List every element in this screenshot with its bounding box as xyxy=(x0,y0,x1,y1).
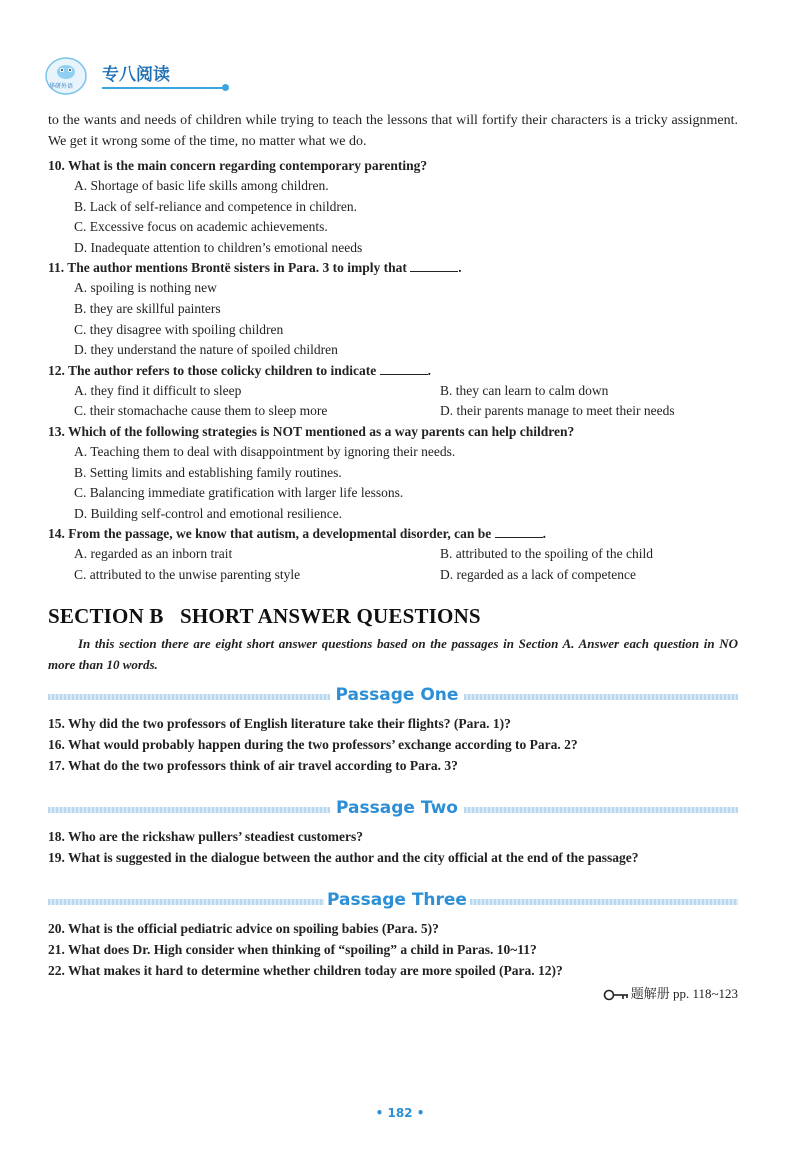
option: C. Excessive focus on academic achievements. xyxy=(74,219,328,235)
bar-left xyxy=(48,899,324,905)
option: C. their stomachache cause them to sleep more xyxy=(74,403,328,419)
passage-one-header xyxy=(48,685,738,709)
option: D. Inadequate attention to children’s emotional needs xyxy=(74,239,363,255)
page-content xyxy=(48,110,738,1002)
option: B. they are skillful painters xyxy=(74,300,221,316)
question-block xyxy=(48,361,738,422)
option: A. Teaching them to deal with disappointment by ignoring their needs. xyxy=(74,443,456,459)
option: A. regarded as an inborn trait xyxy=(74,546,233,562)
passage-label: Passage Two xyxy=(336,797,458,818)
passage-three-header xyxy=(48,890,738,914)
option: D. regarded as a lack of competence xyxy=(440,566,637,582)
question-21: 21. What does Dr. High consider when thinking of “spoiling” a child in Paras. 10~11? xyxy=(48,941,537,957)
section-b-instructions: In this section there are eight short answer questions based on the passages in Section A. Answer each question in NO more than 10 words. xyxy=(48,635,738,672)
question-18: 18. Who are the rickshaw pullers’ steadiest customers? xyxy=(48,828,363,844)
options-list xyxy=(48,176,738,258)
bar-left xyxy=(48,807,330,813)
section-b-title: SECTION B SHORT ANSWER QUESTIONS xyxy=(48,603,481,628)
passage-two-header xyxy=(48,798,738,822)
option: A. spoiling is nothing new xyxy=(74,280,217,296)
option: B. attributed to the spoiling of the child xyxy=(440,546,653,562)
options-list xyxy=(48,544,738,585)
options-list xyxy=(48,442,738,524)
answer-reference xyxy=(48,983,738,1002)
option: D. their parents manage to meet their needs xyxy=(440,403,675,419)
option: B. Lack of self-reliance and competence in children. xyxy=(74,198,357,214)
header-dot xyxy=(222,84,229,91)
answer-blank xyxy=(495,524,543,538)
option: B. they can learn to calm down xyxy=(440,382,609,398)
question-block xyxy=(48,524,738,585)
question-16: 16. What would probably happen during the two professors’ exchange according to Para. 2? xyxy=(48,736,578,752)
question-13: 13. Which of the following strategies is NOT mentioned as a way parents can help children? xyxy=(48,423,575,439)
page-number: • 182 • xyxy=(375,1106,425,1120)
page-header xyxy=(44,54,344,98)
bar-right xyxy=(464,807,738,813)
question-block xyxy=(48,258,738,360)
logo-text: 华研外语 xyxy=(49,83,74,90)
intro-paragraph: to the wants and needs of children while trying to teach the lessons that will fortify their characters is a tricky assignment. We get it wrong some of the time, no matter what we do. xyxy=(48,113,738,149)
option: C. they disagree with spoiling children xyxy=(74,321,284,337)
bar-right xyxy=(464,694,738,700)
question-text: 12. The author refers to those colicky children to indicate xyxy=(48,362,377,378)
question-22: 22. What makes it hard to determine whether children today are more spoiled (Para. 12)? xyxy=(48,962,563,978)
options-list xyxy=(48,278,738,360)
answer-reference-text: 题解册 pp. 118~123 xyxy=(630,985,738,1001)
answer-blank xyxy=(410,258,458,272)
passage-label: Passage One xyxy=(335,684,459,705)
option: D. Building self-control and emotional resilience. xyxy=(74,505,343,521)
key-icon xyxy=(603,989,629,1001)
question-17: 17. What do the two professors think of air travel according to Para. 3? xyxy=(48,757,458,773)
question-block xyxy=(48,156,738,258)
question-text: 11. The author mentions Brontë sisters in Para. 3 to imply that xyxy=(48,260,407,276)
option: C. attributed to the unwise parenting style xyxy=(74,566,301,582)
question-19: 19. What is suggested in the dialogue between the author and the city official at the end of the passage? xyxy=(48,849,639,865)
header-title: 专八阅读 xyxy=(102,65,170,85)
options-list xyxy=(48,381,738,422)
option: A. Shortage of basic life skills among children. xyxy=(74,178,329,193)
answer-blank xyxy=(380,361,428,375)
option: D. they understand the nature of spoiled children xyxy=(74,342,338,358)
option: A. they find it difficult to sleep xyxy=(74,382,242,398)
passage-label: Passage Three xyxy=(327,889,467,910)
option: B. Setting limits and establishing family routines. xyxy=(74,464,342,480)
question-11: 11. The author mentions Brontë sisters in Para. 3 to imply that . xyxy=(48,260,462,276)
bar-left xyxy=(48,694,330,700)
question-text: 14. From the passage, we know that autism, a developmental disorder, can be xyxy=(48,526,492,542)
question-14: 14. From the passage, we know that autism, a developmental disorder, can be . xyxy=(48,526,547,542)
question-10: 10. What is the main concern regarding contemporary parenting? xyxy=(48,158,428,173)
question-20: 20. What is the official pediatric advice on spoiling babies (Para. 5)? xyxy=(48,920,439,936)
bar-right xyxy=(470,899,738,905)
question-block xyxy=(48,422,738,524)
publisher-logo-icon xyxy=(44,56,88,96)
header-underline xyxy=(102,87,224,89)
question-12: 12. The author refers to those colicky children to indicate . xyxy=(48,362,431,378)
question-15: 15. Why did the two professors of English literature take their flights? (Para. 1)? xyxy=(48,715,511,731)
option: C. Balancing immediate gratification with larger life lessons. xyxy=(74,485,404,501)
